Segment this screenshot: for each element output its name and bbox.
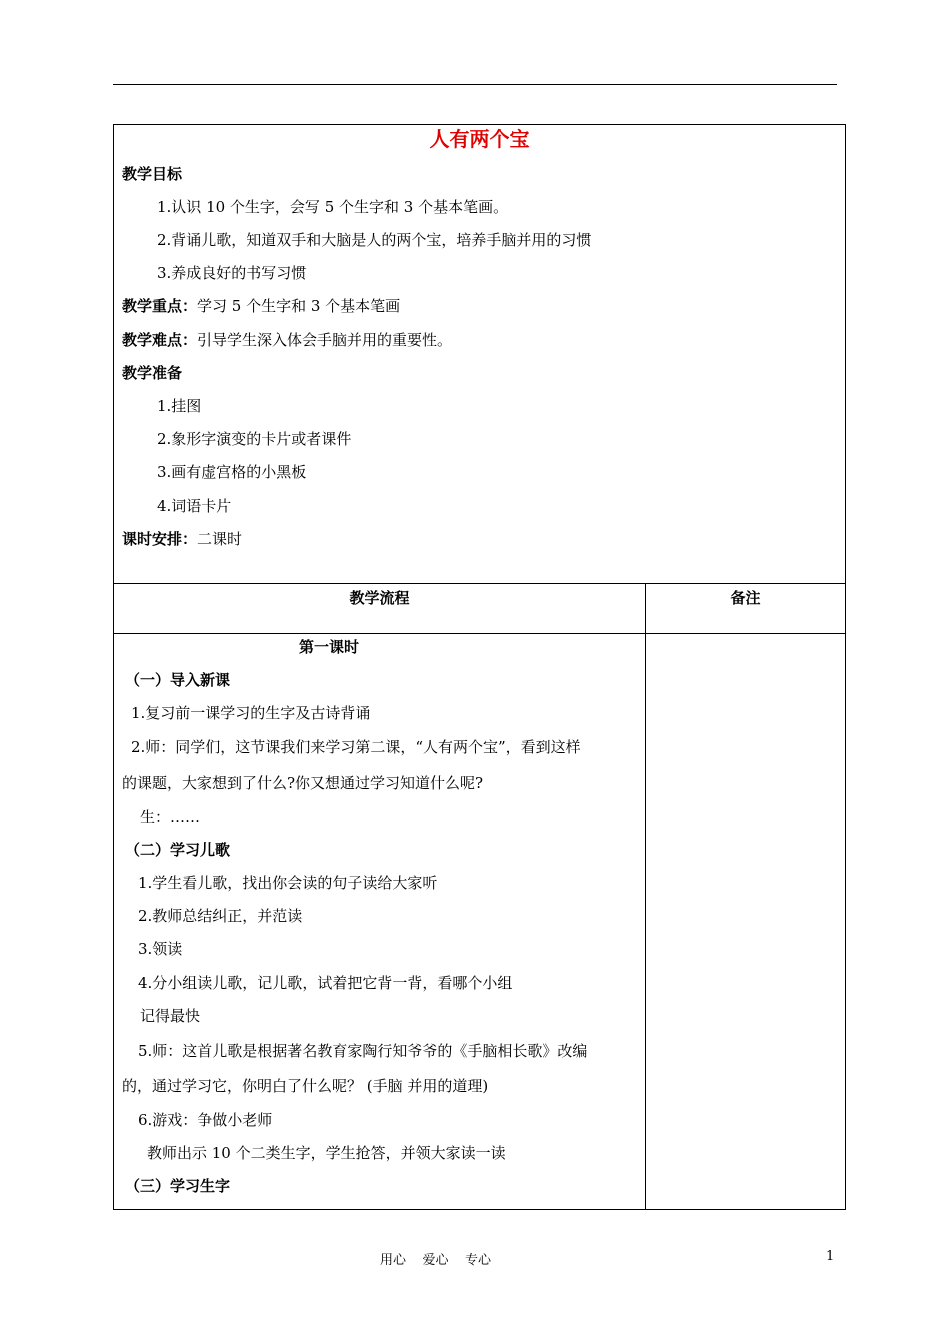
step-line: 的，通过学习它，你明白了什么呢？ (手脑 并用的道理) [122, 1077, 489, 1095]
process-header: 教学流程 [349, 589, 410, 607]
step-line: 4.分小组读儿歌，记儿歌，试着把它背一背，看哪个小组 [138, 974, 513, 992]
key-point-text: 学习 5 个生字和 3 个基本笔画 [197, 297, 401, 315]
step-line: 记得最快 [140, 1007, 201, 1025]
prep-item: 1.挂图 [157, 397, 202, 415]
schedule-text: 二课时 [197, 530, 243, 548]
difficulty-row [122, 330, 452, 350]
difficulty-label: 教学难点： [122, 331, 198, 349]
step-line: 6.游戏：争做小老师 [138, 1111, 273, 1129]
goals-heading: 教学目标 [122, 165, 183, 183]
lesson-title: 人有两个宝 [429, 127, 530, 151]
footer-motto: 用心 爱心 专心 [380, 1253, 492, 1268]
schedule-row [122, 529, 242, 549]
step-line: 2.教师总结纠正，并范读 [138, 907, 303, 925]
step-line: 5.师：这首儿歌是根据著名教育家陶行知爷爷的《手脑相长歌》改编 [138, 1042, 588, 1060]
notes-header: 备注 [730, 589, 761, 607]
prep-item: 3.画有虚宫格的小黑板 [157, 463, 307, 481]
difficulty-text: 引导学生深入体会手脑并用的重要性。 [197, 331, 453, 349]
page-number: 1 [826, 1249, 835, 1264]
prep-item: 2.象形字演变的卡片或者课件 [157, 430, 352, 448]
step-line: 的课题，大家想到了什么?你又想通过学习知道什么呢? [122, 774, 484, 792]
step-line: 教师出示 10 个二类生字，学生抢答，并领大家读一读 [147, 1144, 506, 1162]
goal-item: 1.认识 10 个生字，会写 5 个生字和 3 个基本笔画。 [157, 198, 509, 216]
period-heading: 第一课时 [299, 638, 360, 656]
step-line: 2.师：同学们，这节课我们来学习第二课，“人有两个宝”，看到这样 [131, 738, 581, 756]
step-line: 3.领读 [138, 940, 183, 958]
section-heading: （一）导入新课 [125, 671, 231, 689]
key-point-row [122, 296, 400, 316]
prep-item: 4.词语卡片 [157, 497, 232, 515]
step-line: 1.复习前一课学习的生字及古诗背诵 [131, 704, 371, 722]
step-line: 1.学生看儿歌，找出你会读的句子读给大家听 [138, 874, 438, 892]
goal-item: 2.背诵儿歌，知道双手和大脑是人的两个宝，培养手脑并用的习惯 [157, 231, 592, 249]
prep-heading: 教学准备 [122, 364, 183, 382]
notes-body-cell [645, 633, 846, 1210]
schedule-label: 课时安排： [122, 530, 198, 548]
header-rule [113, 84, 837, 85]
section-heading: （二）学习儿歌 [125, 841, 231, 859]
goal-item: 3.养成良好的书写习惯 [157, 264, 307, 282]
key-point-label: 教学重点： [122, 297, 198, 315]
step-line: 生：…… [140, 808, 201, 826]
section-heading: （三）学习生字 [125, 1177, 231, 1195]
